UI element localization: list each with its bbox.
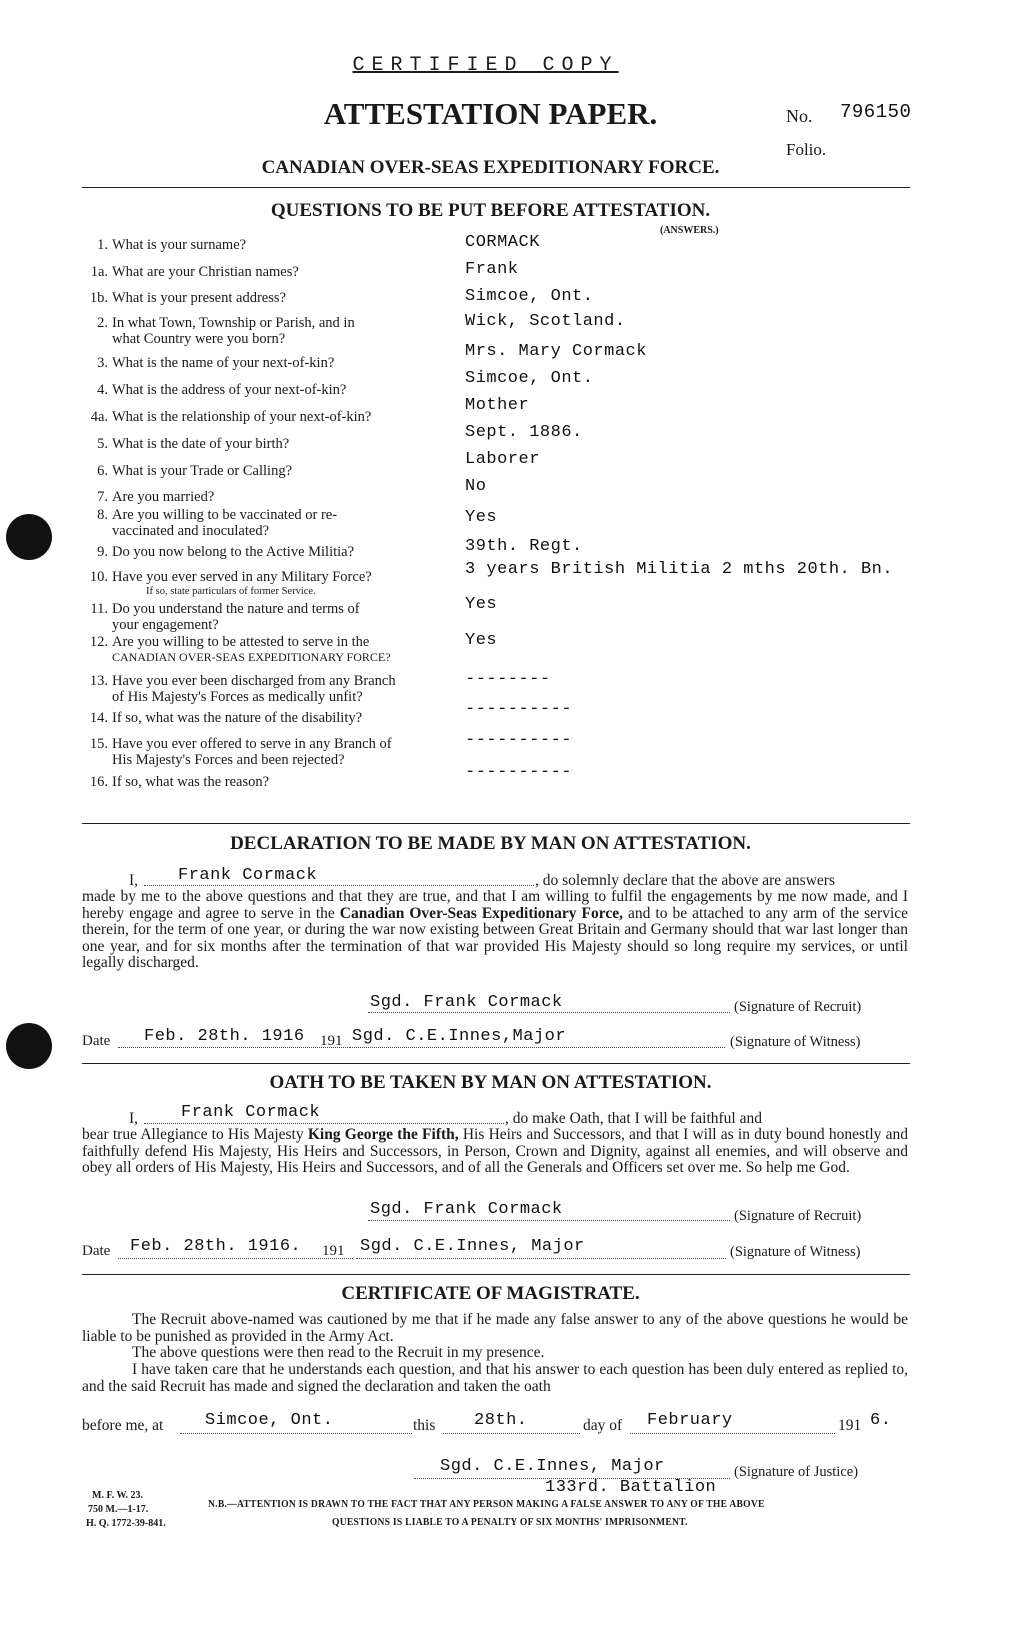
question-text: Are you willing to be attested to serve in the: [112, 634, 370, 650]
answer-value: ----------: [465, 763, 573, 782]
oath-witness-line: [356, 1258, 726, 1259]
year-prefix-label: 191: [838, 1417, 862, 1434]
year-digit: 6.: [870, 1411, 892, 1430]
question-text: Are you willing to be vaccinated or re-: [112, 507, 338, 523]
answer-value: Sept. 1886.: [465, 423, 583, 442]
question-text-continued: CANADIAN OVER-SEAS EXPEDITIONARY FORCE?: [112, 650, 391, 664]
question-text: Have you ever offered to serve in any Branch of: [112, 736, 392, 752]
punch-hole-upper: [6, 514, 52, 560]
declaration-body: [82, 889, 908, 972]
oath-king-name: King George the Fifth,: [307, 1126, 459, 1143]
answer-value: Mrs. Mary Cormack: [465, 342, 647, 361]
oath-intro-end: , do make Oath, that I will be faithful and: [505, 1110, 762, 1127]
declaration-recruit-line: [368, 1012, 730, 1013]
oath-i-label: I,: [129, 1110, 139, 1127]
declaration-heading: DECLARATION TO BE MADE BY MAN ON ATTESTATION.: [230, 833, 751, 854]
answer-value: Yes: [465, 631, 498, 650]
question-text: What is the relationship of your next-of-kin?: [112, 409, 372, 425]
question-number: 15.: [89, 736, 108, 752]
magistrate-paragraph-2: The above questions were then read to the Recruit in my presence.: [132, 1344, 545, 1361]
question-text-continued: your engagement?: [112, 617, 219, 633]
question-number: 4.: [97, 382, 108, 398]
answer-value: Mother: [465, 396, 530, 415]
folio-label: Folio.: [786, 140, 827, 159]
declaration-rule: [82, 1063, 910, 1064]
oath-recruit-signature: Sgd. Frank Cormack: [370, 1200, 563, 1219]
place-line: [180, 1433, 412, 1434]
oath-heading: OATH TO BE TAKEN BY MAN ON ATTESTATION.: [269, 1072, 712, 1093]
month-line: [630, 1433, 835, 1434]
document-title: ATTESTATION PAPER.: [323, 96, 658, 131]
answer-value: 3 years British Militia 2 mths 20th. Bn.: [465, 560, 894, 579]
question-text-continued: His Majesty's Forces and been rejected?: [112, 752, 345, 768]
number-label: No.: [786, 106, 813, 126]
oath-witness-signature: Sgd. C.E.Innes, Major: [360, 1237, 585, 1256]
question-number: 11.: [90, 601, 108, 617]
oath-witness-label: (Signature of Witness): [730, 1244, 861, 1260]
question-text: Have you ever been discharged from any Branch: [112, 673, 396, 689]
oath-recruit-label: (Signature of Recruit): [734, 1208, 862, 1224]
form-code-2: 750 M.—1-17.: [88, 1504, 149, 1515]
question-number: 5.: [97, 436, 108, 452]
answer-value: Simcoe, Ont.: [465, 287, 594, 306]
question-number: 14.: [89, 710, 108, 726]
answer-value: Frank: [465, 260, 519, 279]
punch-hole-lower: [6, 1023, 52, 1069]
justice-battalion: 133rd. Battalion: [545, 1478, 717, 1497]
oath-body-part1: bear true Allegiance to His Majesty: [82, 1126, 308, 1143]
oath-date-label: Date: [82, 1243, 111, 1259]
question-text: Are you married?: [112, 489, 215, 505]
question-text: Do you now belong to the Active Militia?: [112, 544, 355, 560]
force-name: CANADIAN OVER-SEAS EXPEDITIONARY FORCE.: [261, 157, 720, 178]
question-number: 16.: [89, 774, 108, 790]
magistrate-place: Simcoe, Ont.: [205, 1411, 334, 1430]
answer-value: CORMACK: [465, 233, 540, 252]
question-text-continued: vaccinated and inoculated?: [112, 523, 270, 539]
question-text-continued: If so, state particulars of former Service.: [146, 586, 316, 597]
oath-date-line: [118, 1258, 353, 1259]
form-code-1: M. F. W. 23.: [92, 1490, 144, 1501]
answer-value: --------: [465, 670, 551, 689]
question-number: 1.: [97, 237, 108, 253]
question-number: 7.: [97, 489, 108, 505]
declaration-name: Frank Cormack: [178, 866, 318, 885]
answer-value: Laborer: [465, 450, 540, 469]
question-number: 1b.: [89, 290, 108, 306]
question-text-continued: of His Majesty's Forces as medically unfit?: [112, 689, 363, 705]
answer-value: Yes: [465, 595, 498, 614]
questions-rule: [82, 823, 910, 824]
question-number: 3.: [97, 355, 108, 371]
answers-label: (ANSWERS.): [660, 225, 719, 236]
question-text: What is the name of your next-of-kin?: [112, 355, 335, 371]
oath-body-part2: His Heirs and Successors, and that I will as in duty bound honestly and faithfully defend His Majesty, His Heirs and Successors, in Person, Crown and Dignity, against all enemies, and will observe and obey all orders of His Majesty, His Heirs and Successors, and of all the Generals and Officers set over me. So help me God.: [82, 1126, 909, 1176]
answer-value: 39th. Regt.: [465, 537, 583, 556]
oath-body: [82, 1127, 908, 1177]
magistrate-day: 28th.: [474, 1411, 528, 1430]
questions-heading: QUESTIONS TO BE PUT BEFORE ATTESTATION.: [270, 200, 711, 221]
question-text: In what Town, Township or Parish, and in: [112, 315, 355, 331]
declaration-date-line: [118, 1047, 350, 1048]
answer-value: Simcoe, Ont.: [465, 369, 594, 388]
question-text: What is the date of your birth?: [112, 436, 290, 452]
question-text: If so, what was the nature of the disability?: [112, 710, 363, 726]
question-text: What are your Christian names?: [112, 264, 299, 280]
regimental-number: 796150: [840, 101, 912, 123]
declaration-recruit-signature: Sgd. Frank Cormack: [370, 993, 563, 1012]
declaration-witness-signature: Sgd. C.E.Innes,Major: [352, 1027, 567, 1046]
question-number: 12.: [89, 634, 108, 650]
oath-name: Frank Cormack: [181, 1103, 321, 1122]
form-code-3: H. Q. 1772-39-841.: [86, 1518, 166, 1529]
oath-rule: [82, 1274, 910, 1275]
question-number: 13.: [89, 673, 108, 689]
declaration-name-line: [144, 885, 534, 886]
question-number: 4a.: [90, 409, 108, 425]
question-number: 8.: [97, 507, 108, 523]
answer-value: Wick, Scotland.: [465, 312, 626, 331]
oath-year-suffix: 191: [322, 1243, 345, 1259]
declaration-witness-line: [350, 1047, 725, 1048]
declaration-intro-end: , do solemnly declare that the above are answers: [535, 872, 835, 889]
answer-value: ----------: [465, 731, 573, 750]
question-number: 6.: [97, 463, 108, 479]
this-label: this: [413, 1417, 436, 1434]
question-text: What is your Trade or Calling?: [112, 463, 293, 479]
question-text: Do you understand the nature and terms of: [112, 601, 360, 617]
justice-label: (Signature of Justice): [734, 1464, 859, 1480]
penalty-notice-line-1: N.B.—ATTENTION IS DRAWN TO THE FACT THAT ANY PERSON MAKING A FALSE ANSWER TO ANY OF THE ABOVE: [208, 1498, 765, 1510]
question-text: If so, what was the reason?: [112, 774, 270, 790]
answer-value: No: [465, 477, 487, 496]
question-text: What is your surname?: [112, 237, 247, 253]
day-line: [443, 1433, 580, 1434]
declaration-date-label: Date: [82, 1033, 111, 1049]
day-of-label: day of: [583, 1417, 623, 1434]
answer-value: Yes: [465, 508, 498, 527]
certified-copy-stamp: CERTIFIED COPY: [352, 54, 619, 77]
declaration-year-suffix: 191: [320, 1033, 343, 1049]
oath-recruit-line: [368, 1220, 730, 1221]
question-number: 10.: [89, 569, 108, 585]
answer-value: ----------: [465, 700, 573, 719]
declaration-date: Feb. 28th. 1916: [144, 1027, 305, 1046]
justice-signature: Sgd. C.E.Innes, Major: [440, 1457, 665, 1476]
question-text: What is the address of your next-of-kin?: [112, 382, 347, 398]
declaration-recruit-label: (Signature of Recruit): [734, 999, 862, 1015]
declaration-i-label: I,: [129, 872, 139, 889]
magistrate-month: February: [647, 1411, 733, 1430]
question-number: 2.: [97, 315, 108, 331]
magistrate-paragraph-3: I have taken care that he understands each question, and that his answer to each question has been duly entered as replied to, and the said Recruit has made and signed the declaration and taken the oath: [82, 1361, 908, 1395]
question-text-continued: what Country were you born?: [112, 331, 286, 347]
oath-date: Feb. 28th. 1916.: [130, 1237, 302, 1256]
oath-name-line: [144, 1123, 504, 1124]
declaration-witness-label: (Signature of Witness): [730, 1034, 861, 1050]
question-text: Have you ever served in any Military Force?: [112, 569, 372, 585]
declaration-body-part2: and to be attached to any arm of the service therein, for the term of one year, or during the war now existing between Great Britain and Germany should that war last longer than one year, and for six months after the termination of that war provided His Majesty should so long require my services, or until legally discharged.: [82, 904, 909, 971]
penalty-notice-line-2: QUESTIONS IS LIABLE TO A PENALTY OF SIX MONTHS' IMPRISONMENT.: [332, 1516, 688, 1528]
magistrate-heading: CERTIFICATE OF MAGISTRATE.: [341, 1283, 640, 1304]
before-me-label: before me, at: [82, 1417, 164, 1434]
magistrate-paragraph-1: The Recruit above-named was cautioned by me that if he made any false answer to any of the above questions he would be liable to be punished as provided in the Army Act.: [82, 1311, 908, 1345]
declaration-body-part1: made by me to the above questions and that they are true, and that I am willing to fulfil the engagements by me now made, and I hereby engage and agree to serve in the: [82, 888, 908, 922]
question-number: 9.: [97, 544, 108, 560]
header-rule: [82, 187, 910, 188]
question-number: 1a.: [90, 264, 108, 280]
declaration-force-name: Canadian Over-Seas Expeditionary Force,: [339, 904, 624, 922]
question-text: What is your present address?: [112, 290, 286, 306]
